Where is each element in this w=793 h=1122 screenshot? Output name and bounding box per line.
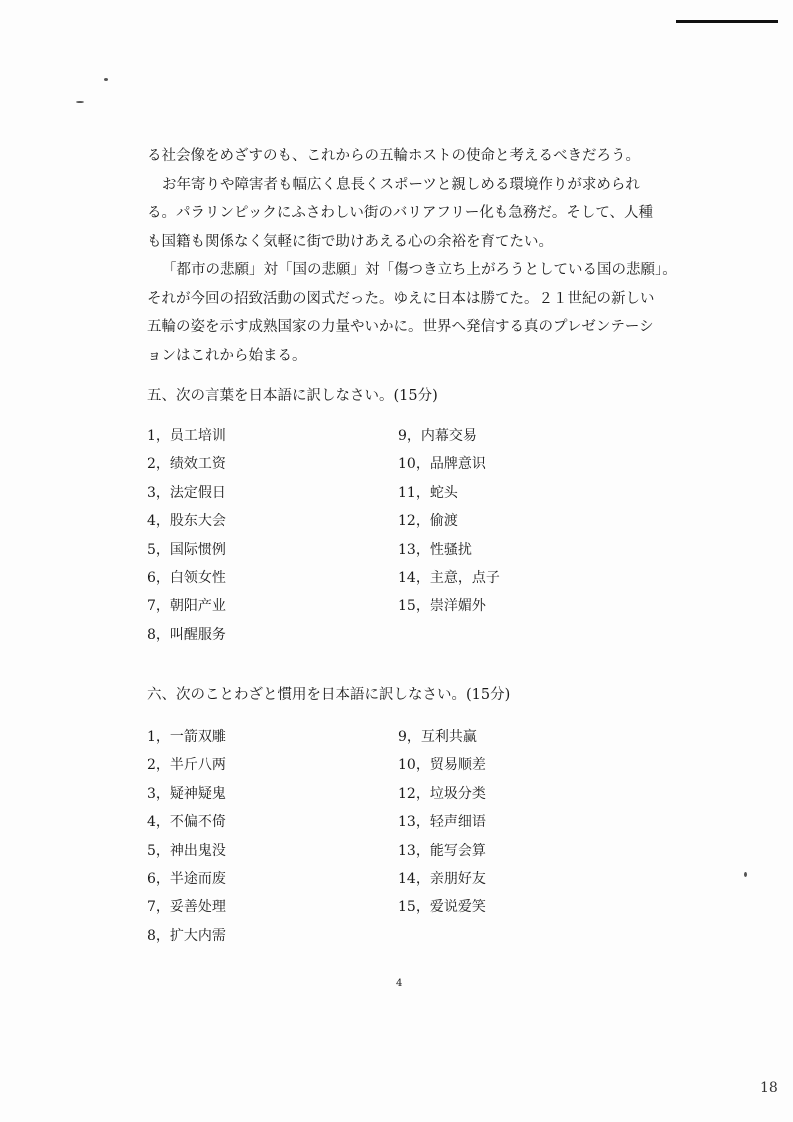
scan-speck bbox=[104, 78, 108, 81]
list-item: 14，亲朋好友 bbox=[398, 871, 486, 888]
page-number: 4 bbox=[396, 978, 403, 989]
section5-heading: 五、次の言葉を日本語に訳しなさい。(15分) bbox=[147, 388, 438, 404]
list-item: 10，贸易顺差 bbox=[398, 757, 486, 774]
list-item: 6，白领女性 bbox=[147, 570, 226, 587]
passage-line: ョンはこれから始まる。 bbox=[147, 347, 307, 364]
list-item: 2，半斤八两 bbox=[147, 757, 226, 774]
passage-line: お年寄りや障害者も幅広く息長くスポーツと親しめる環境作りが求められ bbox=[162, 176, 640, 193]
section6-left-list bbox=[147, 723, 226, 950]
passage bbox=[147, 142, 677, 370]
list-item: 2，绩效工资 bbox=[147, 456, 226, 473]
passage-line: も国籍も関係なく気軽に街で助けあえる心の余裕を育てたい。 bbox=[147, 233, 553, 250]
list-item: 15，崇洋媚外 bbox=[398, 598, 486, 615]
scan-edge-line bbox=[676, 20, 778, 23]
section6-heading: 六、次のことわざと慣用を日本語に訳しなさい。(15分) bbox=[147, 687, 511, 703]
list-item: 8，扩大内需 bbox=[147, 927, 226, 944]
section5-left-list bbox=[147, 422, 226, 649]
list-item: 4，不偏不倚 bbox=[147, 814, 226, 831]
list-item: 7，朝阳产业 bbox=[147, 598, 226, 615]
list-item: 3，疑神疑鬼 bbox=[147, 785, 226, 802]
list-item: 1，一箭双雕 bbox=[147, 729, 226, 745]
passage-line: それが今回の招致活動の図式だった。ゆえに日本は勝てた。２１世紀の新しい bbox=[147, 290, 655, 307]
list-item: 11，蛇头 bbox=[398, 484, 458, 501]
section5-right-list bbox=[398, 422, 500, 621]
list-item: 9，互利共赢 bbox=[398, 729, 477, 745]
list-item: 13，轻声细语 bbox=[398, 814, 486, 831]
list-item: 13，性骚扰 bbox=[398, 541, 472, 558]
list-item: 13，能写会算 bbox=[398, 842, 486, 859]
passage-line: る。パラリンピックにふさわしい街のバリアフリー化も急務だ。そして、人種 bbox=[147, 205, 654, 221]
list-item: 5，国际惯例 bbox=[147, 541, 226, 558]
list-item: 4，股东大会 bbox=[147, 513, 226, 530]
list-item: 7，妥善处理 bbox=[147, 899, 226, 916]
list-item: 6，半途而废 bbox=[147, 871, 226, 888]
list-item: 9，内幕交易 bbox=[398, 428, 477, 444]
passage-line: 「都市の悲願」対「国の悲願」対「傷つき立ち上がろうとしている国の悲願」。 bbox=[162, 262, 677, 278]
passage-line: 五輪の姿を示す成熟国家の力量やいかに。世界へ発信する真のプレゼンテーシ bbox=[147, 319, 654, 335]
list-item: 10，品牌意识 bbox=[398, 456, 486, 473]
list-item: 14，主意，点子 bbox=[398, 570, 500, 587]
list-item: 8，叫醒服务 bbox=[147, 626, 226, 643]
passage-line: る社会像をめざすのも、これからの五輪ホストの使命と考えるべきだろう。 bbox=[147, 148, 640, 164]
scan-speck bbox=[76, 101, 84, 103]
list-item: 5，神出鬼没 bbox=[147, 842, 226, 859]
scan-speck bbox=[744, 872, 747, 877]
list-item: 3，法定假日 bbox=[147, 484, 226, 501]
list-item: 1，员工培训 bbox=[147, 428, 226, 444]
section6-right-list bbox=[398, 723, 486, 922]
list-item: 15，爱说爱笑 bbox=[398, 899, 486, 916]
sheet-number: 18 bbox=[760, 1080, 778, 1096]
list-item: 12，垃圾分类 bbox=[398, 785, 486, 802]
list-item: 12，偷渡 bbox=[398, 513, 458, 530]
